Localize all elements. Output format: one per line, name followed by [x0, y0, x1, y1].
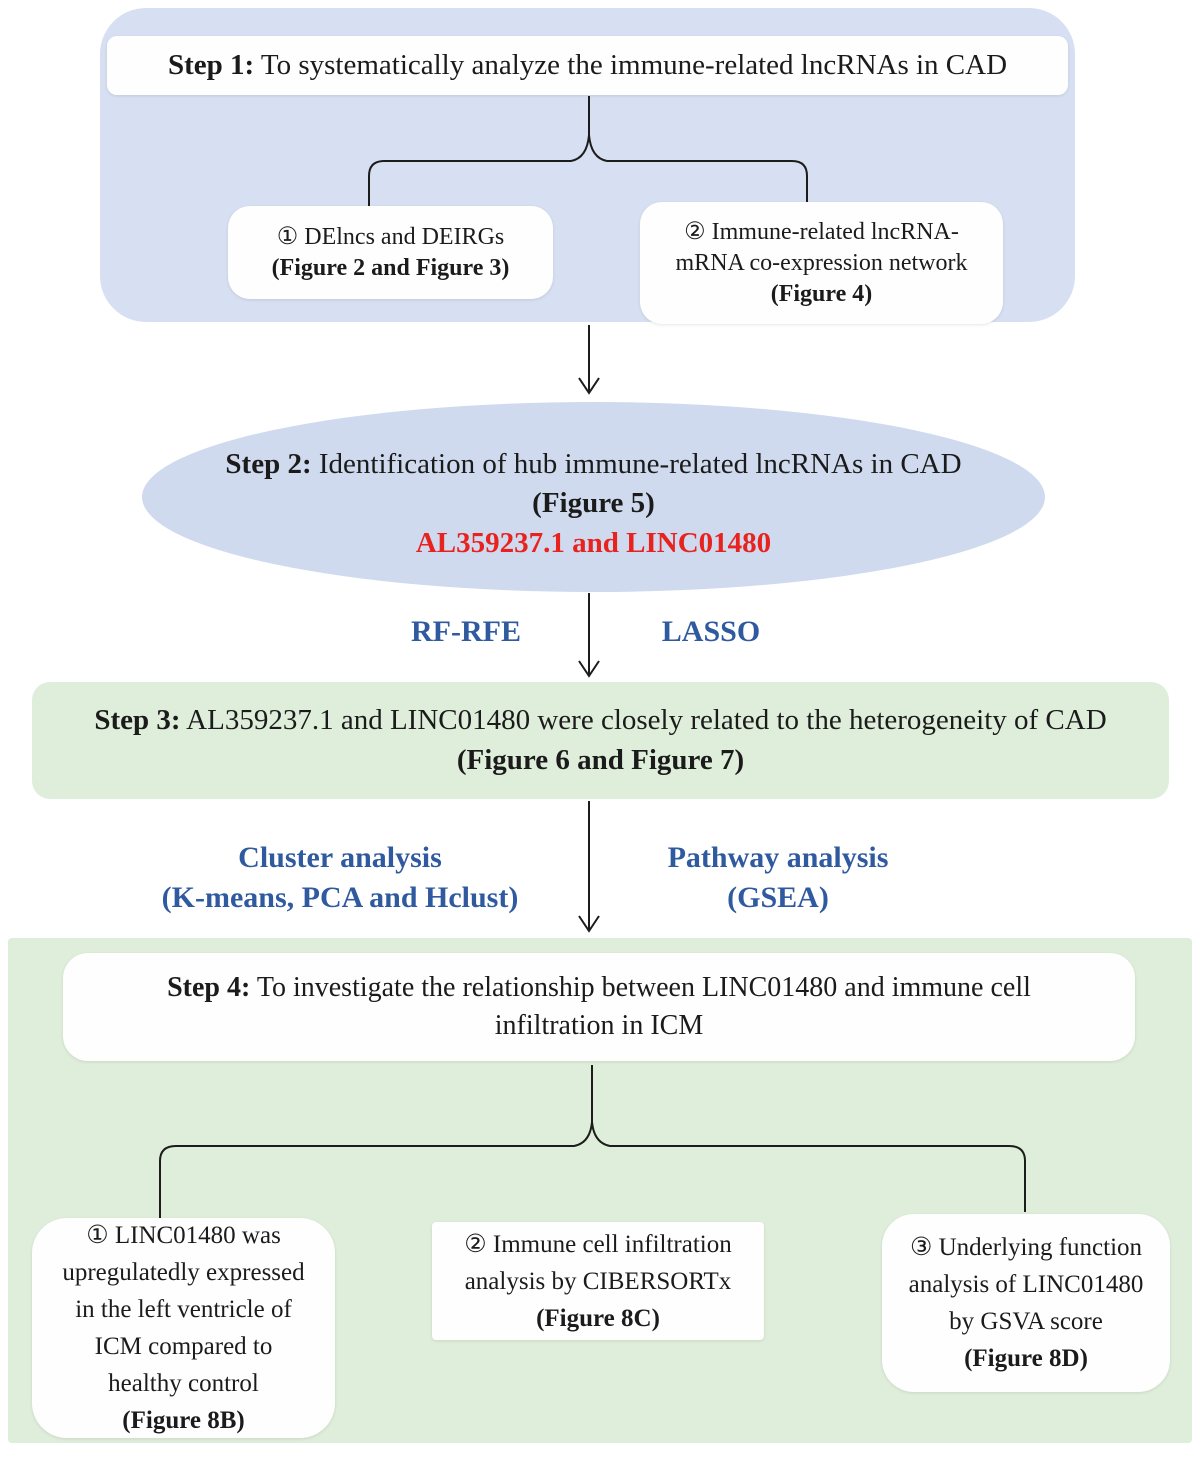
- step4-label: Step 4:: [167, 972, 251, 1004]
- step3-method-right-line1: Pathway analysis: [667, 841, 889, 874]
- step3-method-right-block: [628, 838, 928, 918]
- step1-title-text: To systematically analyze the immune-related lncRNAs in CAD: [254, 48, 1008, 81]
- step2-title-text: Identification of hub immune-related lncRNAs in CAD: [311, 448, 962, 481]
- step3-method-left-line1: Cluster analysis: [238, 841, 442, 874]
- step1-branch1-line1: ① DElncs and DEIRGs: [276, 223, 505, 250]
- step4-branch1-line4: ICM compared to: [94, 1333, 273, 1360]
- step1-branch2-line2: mRNA co-expression network: [675, 249, 968, 276]
- step4-branch2-line1: ② Immune cell infiltration: [464, 1230, 732, 1258]
- step3-text-block: [32, 682, 1169, 799]
- step4-branch3-box: [882, 1214, 1170, 1392]
- step2-method-right-label: LASSO: [661, 615, 761, 648]
- step4-branch1-line3: in the left ventricle of: [75, 1296, 292, 1323]
- step2-result: AL359237.1 and LINC01480: [415, 526, 772, 559]
- step4-branch1-line1: ① LINC01480 was: [86, 1222, 281, 1249]
- step4-branch1-line5: healthy control: [108, 1370, 259, 1397]
- step4-branch3-line3: by GSVA score: [949, 1308, 1103, 1335]
- step1-branch2-figure: (Figure 4): [770, 280, 873, 307]
- step2-title: [225, 445, 961, 484]
- step4-title-box: [63, 953, 1135, 1061]
- step3-method-right-line2: (GSEA): [727, 881, 829, 914]
- step1-branch2-box: [640, 202, 1003, 324]
- step1-title-box: [107, 36, 1068, 95]
- step2-ellipse: [142, 402, 1045, 592]
- step3-title-text: AL359237.1 and LINC01480 were closely related to the heterogeneity of CAD: [180, 704, 1107, 737]
- step4-title-line2: infiltration in ICM: [494, 1010, 704, 1041]
- step3-title: [94, 701, 1106, 740]
- step4-branch2-line2: analysis by CIBERSORTx: [464, 1267, 732, 1295]
- arrow1-head-icon: [579, 378, 599, 393]
- step1-branch2-line1: ② Immune-related lncRNA-: [684, 218, 959, 245]
- step1-label: Step 1:: [167, 48, 255, 81]
- arrow3-head-icon: [579, 916, 599, 931]
- step3-method-left-line2: (K-means, PCA and Hclust): [161, 881, 519, 914]
- step4-branch3-line2: analysis of LINC01480: [908, 1271, 1144, 1298]
- step3-method-left-block: [140, 838, 540, 918]
- step2-figure: (Figure 5): [532, 487, 655, 520]
- step2-method-left-label: RF-RFE: [411, 615, 521, 648]
- step1-branch1-box: [228, 206, 553, 299]
- step4-branch1-figure: (Figure 8B): [122, 1407, 245, 1434]
- step1-title: [168, 46, 1007, 85]
- step4-branch1-box: [32, 1218, 335, 1438]
- step4-branch2-figure: (Figure 8C): [536, 1304, 660, 1332]
- step4-branch3-line1: ③ Underlying function: [909, 1234, 1143, 1261]
- step1-branch1-figure: (Figure 2 and Figure 3): [271, 254, 510, 281]
- arrow2-head-icon: [579, 661, 599, 676]
- step4-title: [167, 969, 1031, 1007]
- step4-title-text: To investigate the relationship between LINC01480 and immune cell: [250, 972, 1031, 1004]
- step4-branch1-line2: upregulatedly expressed: [62, 1259, 305, 1286]
- step2-label: Step 2:: [225, 448, 312, 481]
- step4-branch3-figure: (Figure 8D): [964, 1345, 1088, 1372]
- step3-figure: (Figure 6 and Figure 7): [456, 743, 745, 776]
- step3-label: Step 3:: [94, 704, 181, 737]
- step4-branch2-box: [432, 1222, 764, 1340]
